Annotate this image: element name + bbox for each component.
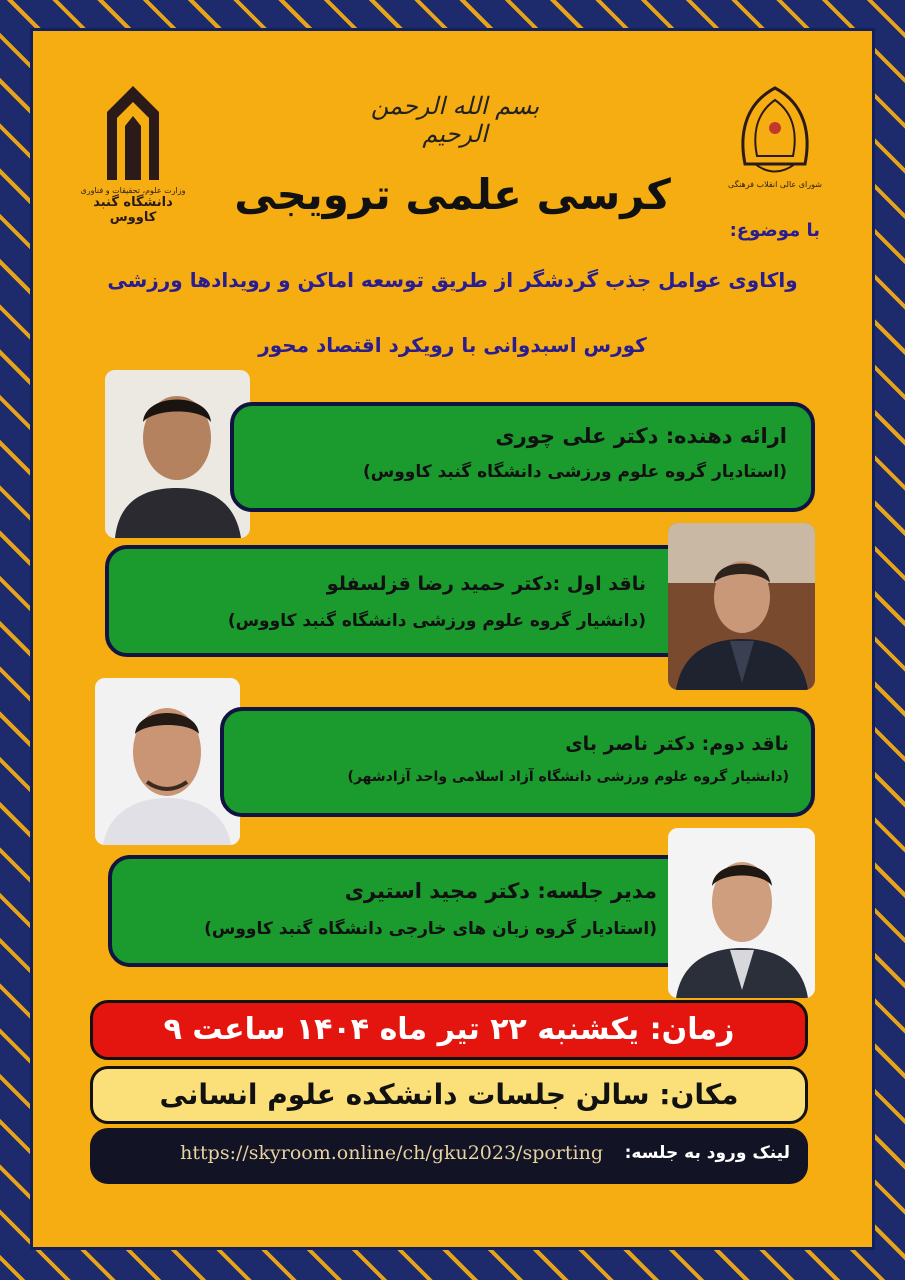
speaker-1-affiliation: (استادیار گروه علوم ورزشی دانشگاه گنبد کاووس) <box>363 462 787 482</box>
university-emblem-icon <box>103 82 163 182</box>
ministry-text: وزارت علوم، تحقیقات و فناوری <box>80 186 186 195</box>
person-portrait-icon <box>668 828 815 998</box>
council-caption: شورای عالی انقلاب فرهنگی <box>728 180 822 189</box>
speaker-3-affiliation: (دانشیار گروه علوم ورزشی دانشگاه آزاد اسلامی واحد آزادشهر) <box>347 769 789 785</box>
topic-line-1: واکاوی عوامل جذب گردشگر از طریق توسعه اماکن و رویدادها ورزشی <box>107 268 798 292</box>
speaker-3-name: ناقد دوم: دکتر ناصر بای <box>565 733 789 755</box>
person-portrait-icon <box>668 523 815 690</box>
bismillah-calligraphy: بسم الله الرحمن الرحیم <box>370 92 540 148</box>
speaker-4-card <box>108 855 693 967</box>
speaker-2-name: ناقد اول :دکتر حمید رضا قزلسفلو <box>326 573 646 595</box>
speaker-3-card <box>220 707 815 817</box>
speaker-3-photo <box>95 678 240 845</box>
page-title: کرسی علمی ترویجی <box>234 170 671 219</box>
session-link[interactable]: https://skyroom.online/ch/gku2023/sporting <box>180 1142 603 1164</box>
speaker-4-photo <box>668 828 815 998</box>
council-emblem-icon <box>735 84 815 184</box>
person-portrait-icon <box>105 370 250 538</box>
speaker-4-name: مدیر جلسه: دکتر مجید استیری <box>344 879 657 903</box>
place-text: مکان: سالن جلسات دانشکده علوم انسانی <box>159 1078 739 1111</box>
link-bar <box>90 1128 808 1184</box>
university-name: دانشگاه گنبد کاووس <box>93 195 173 225</box>
topic-line-2: کورس اسبدوانی با رویکرد اقتصاد محور <box>258 333 647 357</box>
speaker-2-affiliation: (دانشیار گروه علوم ورزشی دانشگاه گنبد کاووس) <box>227 611 646 631</box>
link-label: لینک ورود به جلسه: <box>624 1143 790 1163</box>
speaker-4-affiliation: (استادیار گروه زبان های خارجی دانشگاه گنبد کاووس) <box>204 919 657 939</box>
speaker-1-photo <box>105 370 250 538</box>
time-text: زمان: یکشنبه ۲۲ تیر ماه ۱۴۰۴ ساعت ۹ <box>163 1012 735 1047</box>
place-bar <box>90 1066 808 1124</box>
speaker-2-card <box>105 545 690 657</box>
time-bar <box>90 1000 808 1060</box>
person-portrait-icon <box>95 678 240 845</box>
speaker-1-name: ارائه دهنده: دکتر علی چوری <box>495 424 787 448</box>
topic-label: با موضوع: <box>729 220 820 241</box>
speaker-2-photo <box>668 523 815 690</box>
speaker-1-card <box>230 402 815 512</box>
